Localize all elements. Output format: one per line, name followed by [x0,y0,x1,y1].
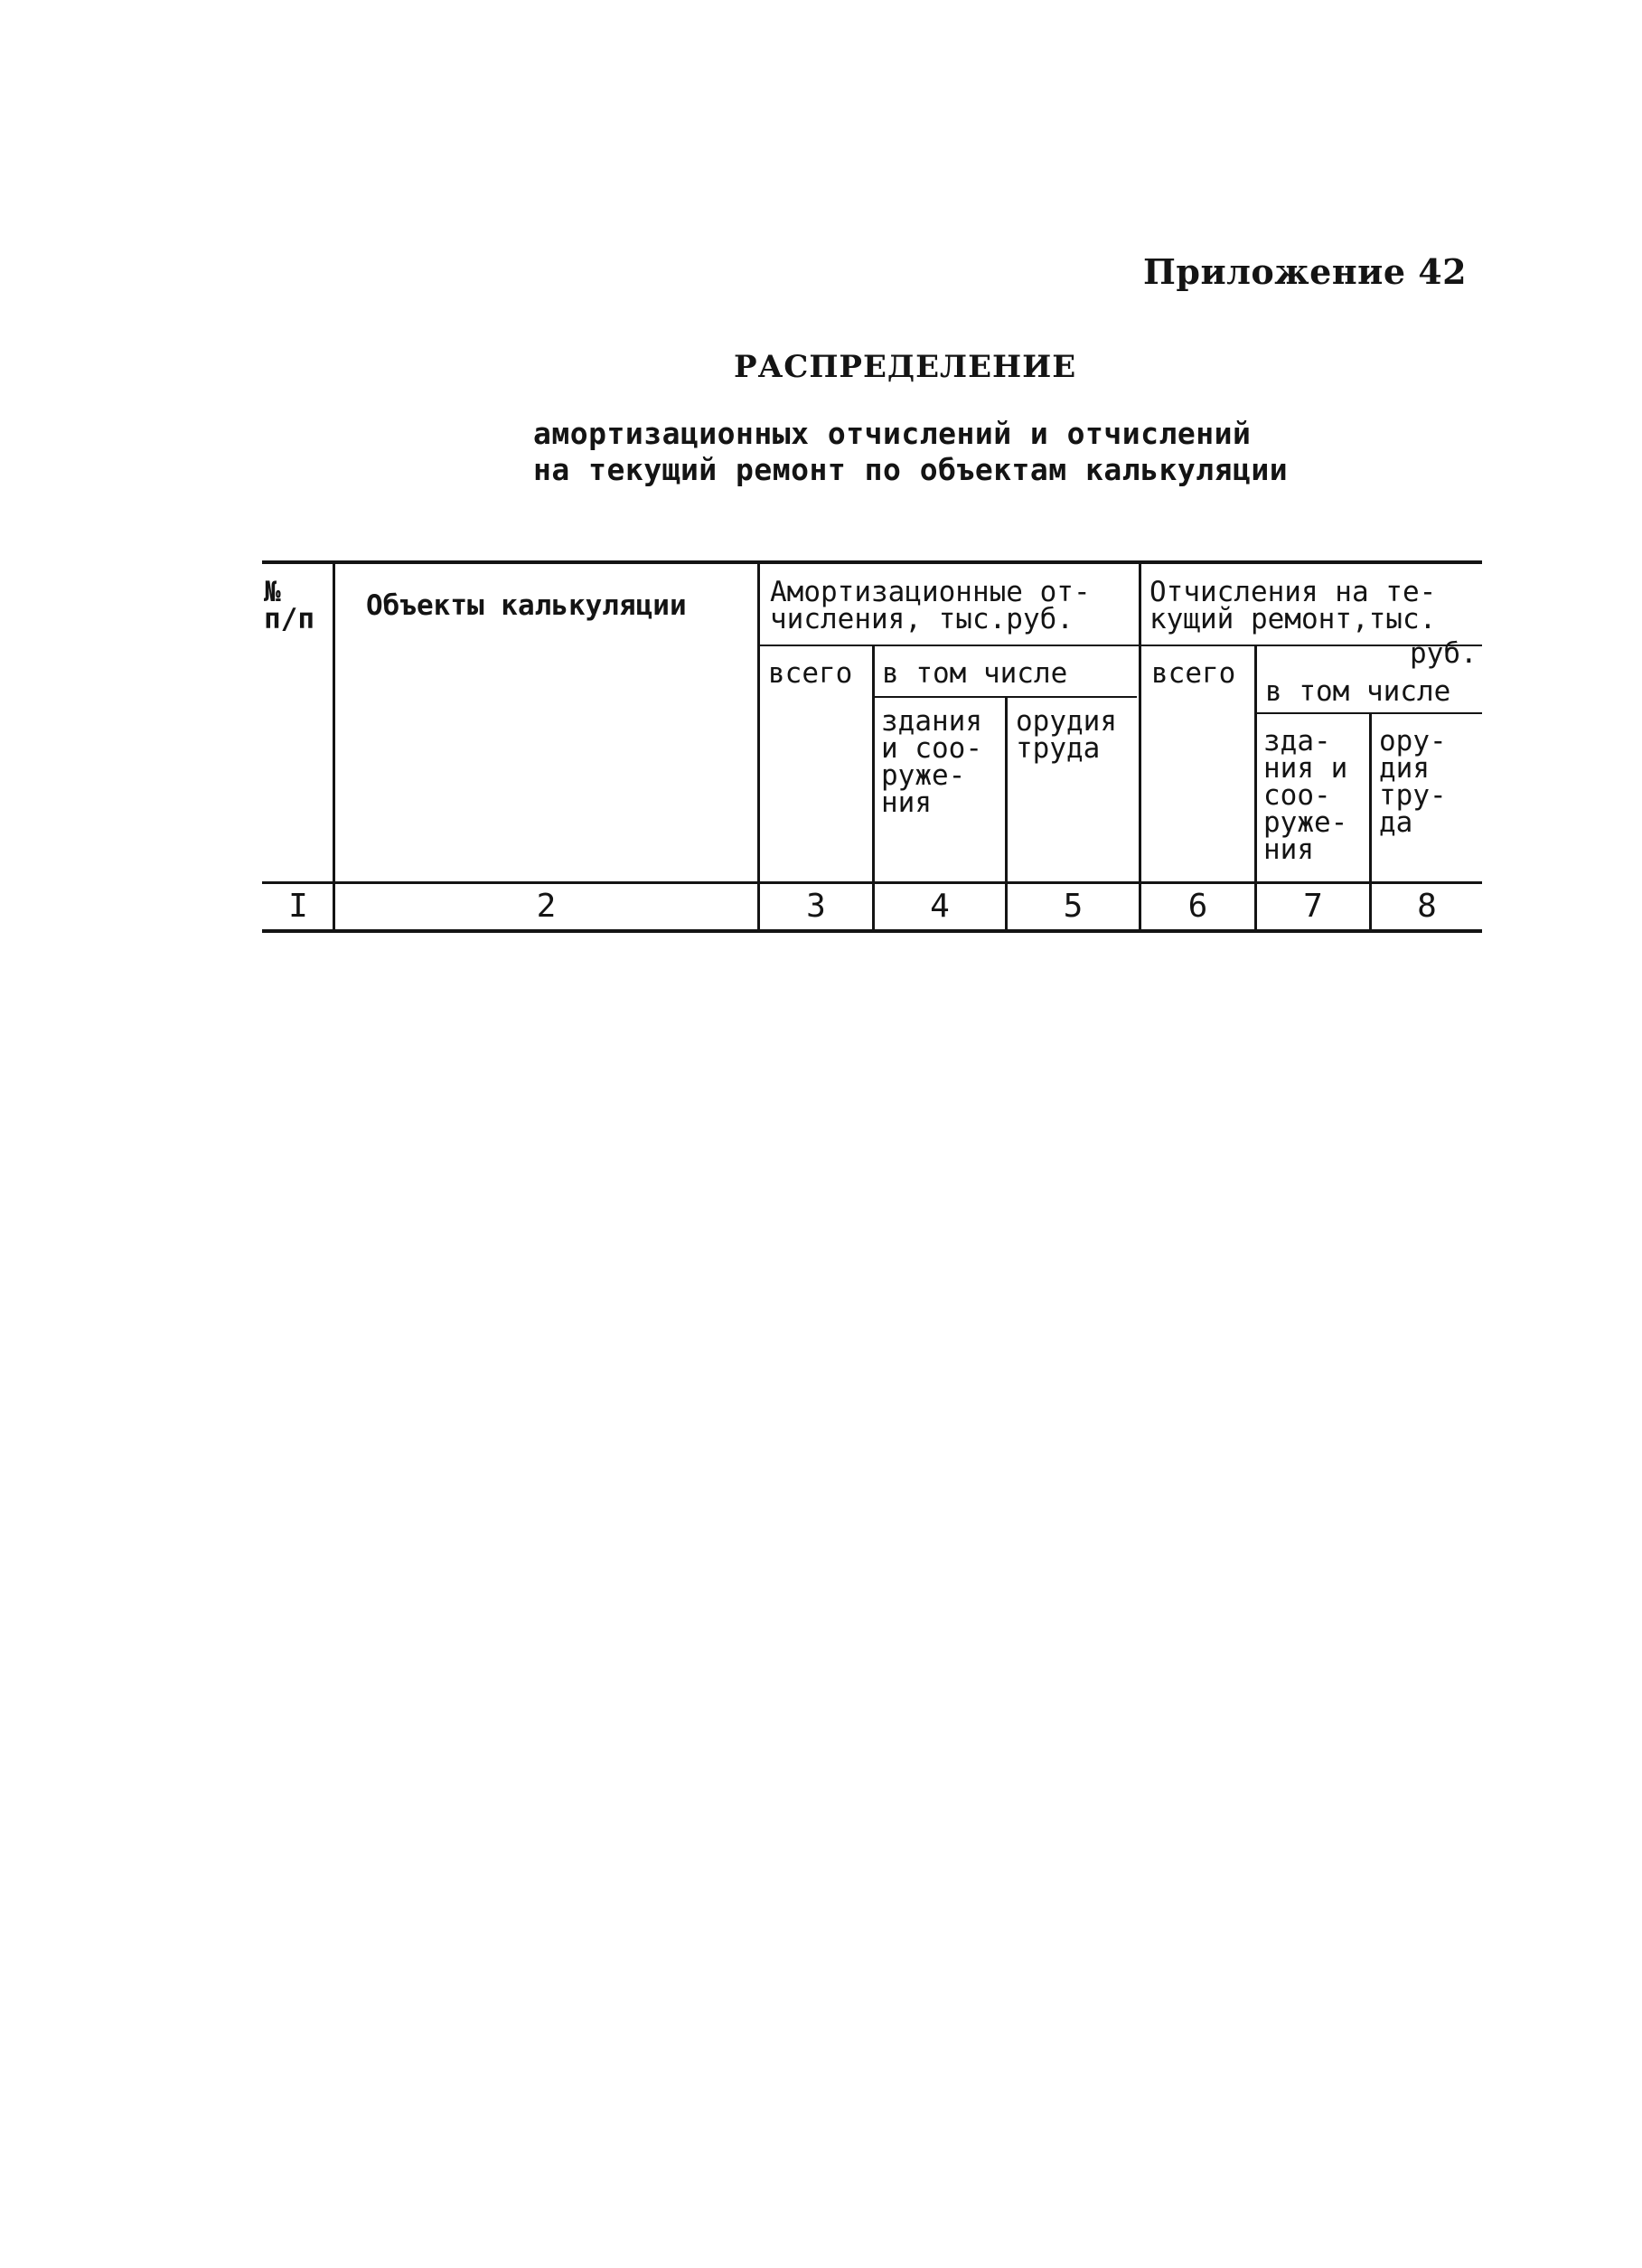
table-header-split-line [759,645,1482,646]
column-number-5: 5 [1063,888,1084,925]
column-number-6: 6 [1187,888,1208,925]
header-repair-buildings: зда- ния и соо- руже- ния [1263,725,1348,866]
header-repair-group: Отчисления на те- кущий ремонт,тыс. [1149,576,1437,635]
column-number-8: 8 [1417,888,1437,925]
header-amortization-including: в том числе [882,657,1068,690]
header-calculation-objects: Объекты калькуляции [366,589,687,622]
column-number-7: 7 [1303,888,1323,925]
column-number-1: I [288,888,308,925]
header-repair-tools: ору- дия тру- да [1379,725,1447,839]
header-repair-total: всего [1151,657,1236,690]
header-repair-including: в том числе [1265,675,1451,708]
column-number-4: 4 [930,888,950,925]
header-amortization-group: Амортизационные от- числения, тыс.руб. [770,576,1091,635]
document-title: РАСПРЕДЕЛЕНИЕ [734,349,1077,385]
header-repair-unit: руб. [1410,637,1478,670]
table-col-divider-2 [757,562,760,931]
document-subtitle-line-1: амортизационных отчислений и отчислений [533,416,1252,451]
document-subtitle-line-2: на текущий ремонт по объектам калькуляции [533,452,1289,487]
header-row-number: № п/п [264,576,314,635]
column-number-3: 3 [806,888,826,925]
header-amortization-buildings: здания и соо- руже- ния [881,705,982,819]
table-col-divider-1 [333,562,335,931]
table-top-border [262,560,1482,564]
annex-label: Приложение 42 [1143,251,1468,292]
column-number-2: 2 [536,888,557,925]
header-amortization-total: всего [768,657,853,690]
header-amortization-tools: орудия труда [1016,705,1117,765]
table-col-divider-5 [1139,562,1141,931]
